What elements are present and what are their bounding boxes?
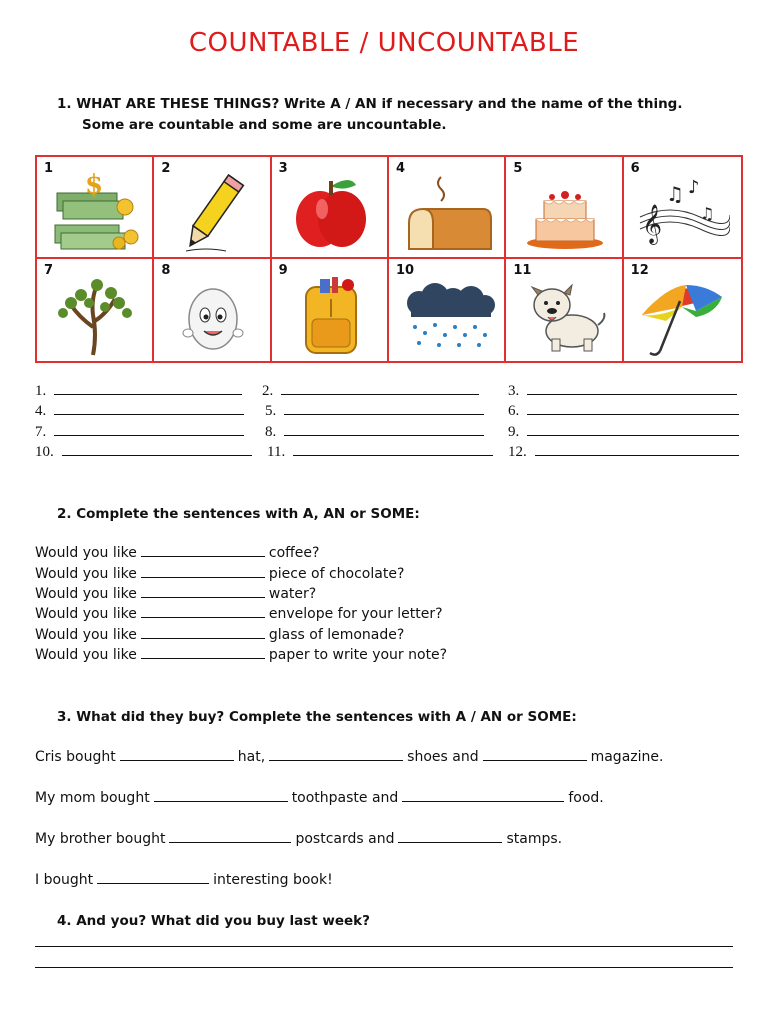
blank[interactable] (281, 383, 479, 395)
picture-cell-10 (389, 259, 506, 361)
answer-number: 10. (35, 444, 54, 460)
sentence-line (35, 647, 447, 663)
blank[interactable] (54, 403, 244, 415)
section1-line1: 1. WHAT ARE THESE THINGS? Write A / AN if necessary and the name of the thing. (57, 96, 683, 112)
egg-icon (166, 273, 260, 357)
music-icon (636, 171, 730, 255)
blank[interactable] (527, 383, 737, 395)
blank[interactable] (527, 403, 739, 415)
answer-line-5[interactable] (265, 403, 488, 420)
answer-number: 8. (265, 424, 277, 440)
cake-icon (518, 171, 612, 255)
answer-line-3[interactable] (508, 383, 741, 400)
answer-number: 2. (262, 383, 274, 399)
cell-number: 9 (278, 263, 288, 278)
sentence-line (35, 627, 404, 643)
picture-cell-2 (154, 157, 271, 259)
backpack-icon (284, 273, 378, 357)
svg-text:♫: ♫ (699, 204, 714, 223)
answer-line-7[interactable] (35, 424, 248, 441)
answer-number: 9. (508, 424, 520, 440)
answer-line-11[interactable] (267, 444, 497, 461)
answer-number: 1. (35, 383, 47, 399)
sentence-text: magazine. (590, 749, 664, 765)
worksheet-title: COUNTABLE / UNCOUNTABLE (188, 28, 580, 58)
blank[interactable] (141, 545, 265, 557)
sentence-text: toothpaste and (291, 790, 399, 806)
cell-number: 1 (44, 161, 54, 176)
cell-number: 11 (513, 263, 532, 278)
sentence-text: My mom bought (35, 790, 150, 806)
sentence-start: Would you like (35, 586, 137, 602)
section1-line2: Some are countable and some are uncountable. (82, 117, 447, 133)
svg-text:♫: ♫ (665, 182, 684, 206)
sentence-line (35, 790, 604, 806)
sentence-text: stamps. (506, 831, 563, 847)
blank[interactable] (141, 627, 265, 639)
svg-text:$: $ (85, 171, 104, 200)
sentence-start: Would you like (35, 647, 137, 663)
sentence-line (35, 545, 319, 561)
sentence-end: envelope for your letter? (268, 606, 443, 622)
sentence-end: water? (268, 586, 317, 602)
pencil-icon (166, 171, 260, 255)
answer-number: 6. (508, 403, 520, 419)
cell-number: 10 (396, 263, 415, 278)
blank[interactable] (97, 872, 209, 884)
answer-number: 4. (35, 403, 47, 419)
cell-number: 8 (161, 263, 171, 278)
picture-cell-9 (272, 259, 389, 361)
picture-cell-11 (506, 259, 623, 361)
sentence-line (35, 586, 316, 602)
blank[interactable] (62, 444, 252, 456)
answer-line-1[interactable] (35, 383, 246, 400)
sentence-text: shoes and (407, 749, 479, 765)
answer-number: 12. (508, 444, 527, 460)
blank[interactable] (154, 790, 288, 802)
blank[interactable] (527, 424, 739, 436)
writing-line-1[interactable] (35, 946, 733, 947)
sentence-text: My brother bought (35, 831, 166, 847)
blank[interactable] (54, 383, 242, 395)
sentence-start: Would you like (35, 545, 137, 561)
sentence-end: paper to write your note? (268, 647, 448, 663)
sentence-line (35, 872, 333, 888)
blank[interactable] (120, 749, 234, 761)
answer-line-8[interactable] (265, 424, 488, 441)
blank[interactable] (54, 424, 244, 436)
dog-icon (518, 273, 612, 357)
cell-number: 2 (161, 161, 171, 176)
blank[interactable] (169, 831, 291, 843)
section3-heading: 3. What did they buy? Complete the sentences with A / AN or SOME: (57, 709, 577, 725)
cell-number: 7 (44, 263, 54, 278)
cell-number: 5 (513, 161, 523, 176)
sentence-end: coffee? (268, 545, 320, 561)
section4-heading: 4. And you? What did you buy last week? (57, 913, 370, 929)
rain-icon (401, 273, 495, 357)
sentence-text: Cris bought (35, 749, 116, 765)
cell-number: 4 (396, 161, 406, 176)
picture-cell-5 (506, 157, 623, 259)
svg-text:𝄞: 𝄞 (641, 204, 662, 244)
picture-cell-1 (37, 157, 154, 259)
picture-cell-6 (624, 157, 741, 259)
answer-number: 3. (508, 383, 520, 399)
blank[interactable] (284, 424, 484, 436)
sentence-line (35, 566, 404, 582)
answer-line-12[interactable] (508, 444, 743, 461)
picture-cell-7 (37, 259, 154, 361)
blank[interactable] (483, 749, 587, 761)
blank[interactable] (269, 749, 403, 761)
answer-number: 5. (265, 403, 277, 419)
money-icon (49, 171, 143, 255)
sentence-line (35, 831, 562, 847)
blank[interactable] (535, 444, 739, 456)
sentence-line (35, 749, 663, 765)
blank[interactable] (284, 403, 484, 415)
svg-text:♪: ♪ (687, 177, 700, 198)
cell-number: 3 (278, 161, 288, 176)
sentence-text: postcards and (295, 831, 395, 847)
sentence-start: Would you like (35, 627, 137, 643)
blank[interactable] (141, 566, 265, 578)
umbrella-icon (636, 273, 730, 357)
sentence-line (35, 606, 443, 622)
picture-cell-8 (154, 259, 271, 361)
blank[interactable] (141, 586, 265, 598)
section2-heading: 2. Complete the sentences with A, AN or SOME: (57, 506, 420, 522)
answer-line-4[interactable] (35, 403, 248, 420)
writing-line-2[interactable] (35, 967, 733, 968)
picture-cell-4 (389, 157, 506, 259)
sentence-text: interesting book! (213, 872, 333, 888)
answer-number: 11. (267, 444, 286, 460)
tree-icon (49, 273, 143, 357)
picture-grid (35, 155, 743, 363)
sentence-text: hat, (237, 749, 266, 765)
blank[interactable] (402, 790, 564, 802)
apple-icon (284, 171, 378, 255)
blank[interactable] (141, 606, 265, 618)
answer-line-2[interactable] (262, 383, 483, 400)
blank[interactable] (293, 444, 493, 456)
picture-cell-3 (272, 157, 389, 259)
picture-cell-12 (624, 259, 741, 361)
sentence-start: Would you like (35, 606, 137, 622)
blank[interactable] (398, 831, 502, 843)
blank[interactable] (141, 647, 265, 659)
section1-instruction (57, 94, 682, 136)
answer-line-10[interactable] (35, 444, 256, 461)
bread-icon (401, 171, 495, 255)
sentence-end: piece of chocolate? (268, 566, 405, 582)
answer-line-9[interactable] (508, 424, 743, 441)
cell-number: 6 (630, 161, 640, 176)
sentence-text: I bought (35, 872, 94, 888)
answer-line-6[interactable] (508, 403, 743, 420)
answer-number: 7. (35, 424, 47, 440)
sentence-start: Would you like (35, 566, 137, 582)
cell-number: 12 (630, 263, 649, 278)
sentence-end: glass of lemonade? (268, 627, 405, 643)
sentence-text: food. (568, 790, 604, 806)
